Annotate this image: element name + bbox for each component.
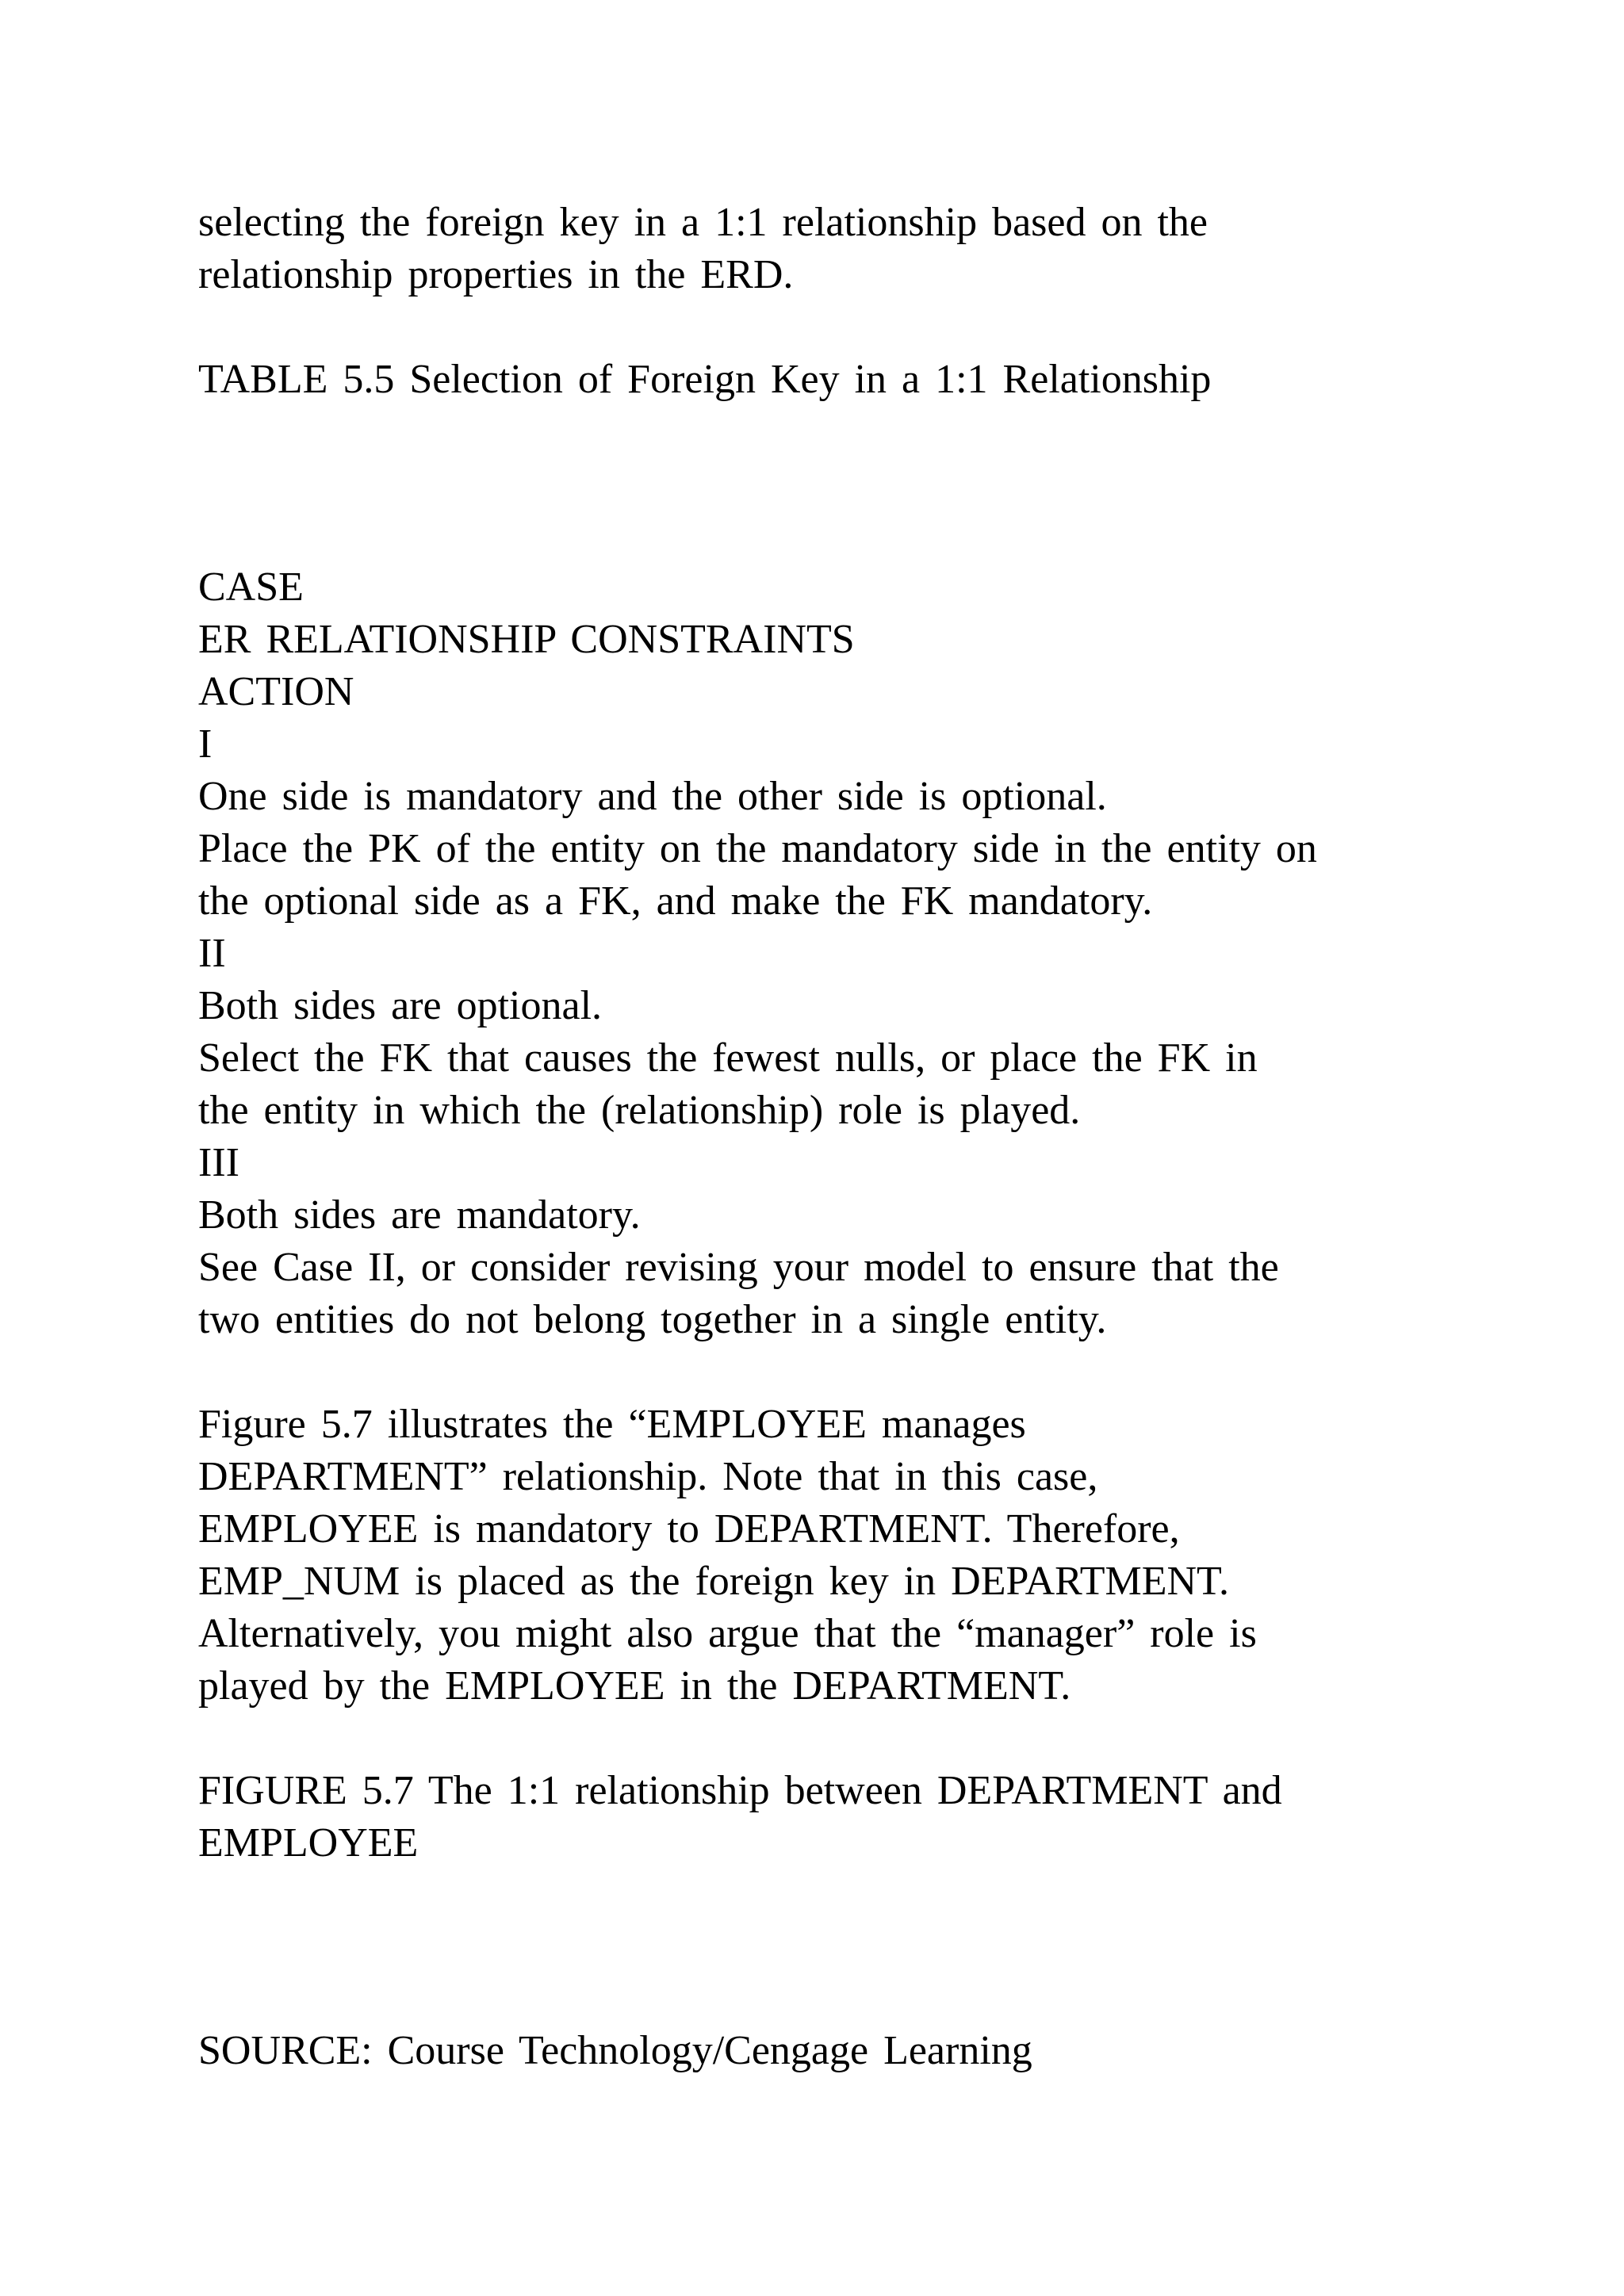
- source-credit: SOURCE: Course Technology/Cengage Learning: [198, 2028, 1032, 2073]
- table-row-action: the entity in which the (relationship) role is played.: [198, 1088, 1081, 1133]
- body-paragraph-line: DEPARTMENT” relationship. Note that in this case,: [198, 1454, 1098, 1499]
- table-header-action: ACTION: [198, 669, 354, 714]
- body-paragraph-line: Figure 5.7 illustrates the “EMPLOYEE manages: [198, 1402, 1026, 1447]
- table-row-constraint: Both sides are optional.: [198, 983, 603, 1028]
- body-paragraph-line: EMPLOYEE is mandatory to DEPARTMENT. Therefore,: [198, 1506, 1180, 1552]
- table-header-case: CASE: [198, 564, 304, 610]
- table-row-action: Select the FK that causes the fewest nulls, or place the FK in: [198, 1035, 1258, 1081]
- table-row-constraint: Both sides are mandatory.: [198, 1192, 641, 1238]
- table-row-action: Place the PK of the entity on the mandatory side in the entity on: [198, 826, 1317, 871]
- table-row-case: II: [198, 931, 226, 976]
- intro-line: selecting the foreign key in a 1:1 relationship based on the: [198, 200, 1208, 245]
- table-row-action: See Case II, or consider revising your model to ensure that the: [198, 1245, 1279, 1290]
- figure-caption: EMPLOYEE: [198, 1820, 419, 1866]
- body-paragraph-line: played by the EMPLOYEE in the DEPARTMENT.: [198, 1663, 1071, 1709]
- table-caption: TABLE 5.5 Selection of Foreign Key in a 1:1 Relationship: [198, 357, 1212, 402]
- body-paragraph-line: EMP_NUM is placed as the foreign key in DEPARTMENT.: [198, 1559, 1229, 1604]
- table-row-case: III: [198, 1140, 239, 1185]
- figure-caption: FIGURE 5.7 The 1:1 relationship between DEPARTMENT and: [198, 1768, 1282, 1813]
- intro-line: relationship properties in the ERD.: [198, 252, 794, 297]
- table-row-action: two entities do not belong together in a single entity.: [198, 1297, 1107, 1342]
- body-paragraph-line: Alternatively, you might also argue that the “manager” role is: [198, 1611, 1257, 1656]
- table-row-action: the optional side as a FK, and make the FK mandatory.: [198, 878, 1153, 924]
- table-row-case: I: [198, 721, 213, 767]
- table-header-constraints: ER RELATIONSHIP CONSTRAINTS: [198, 617, 855, 662]
- table-row-constraint: One side is mandatory and the other side is optional.: [198, 774, 1107, 819]
